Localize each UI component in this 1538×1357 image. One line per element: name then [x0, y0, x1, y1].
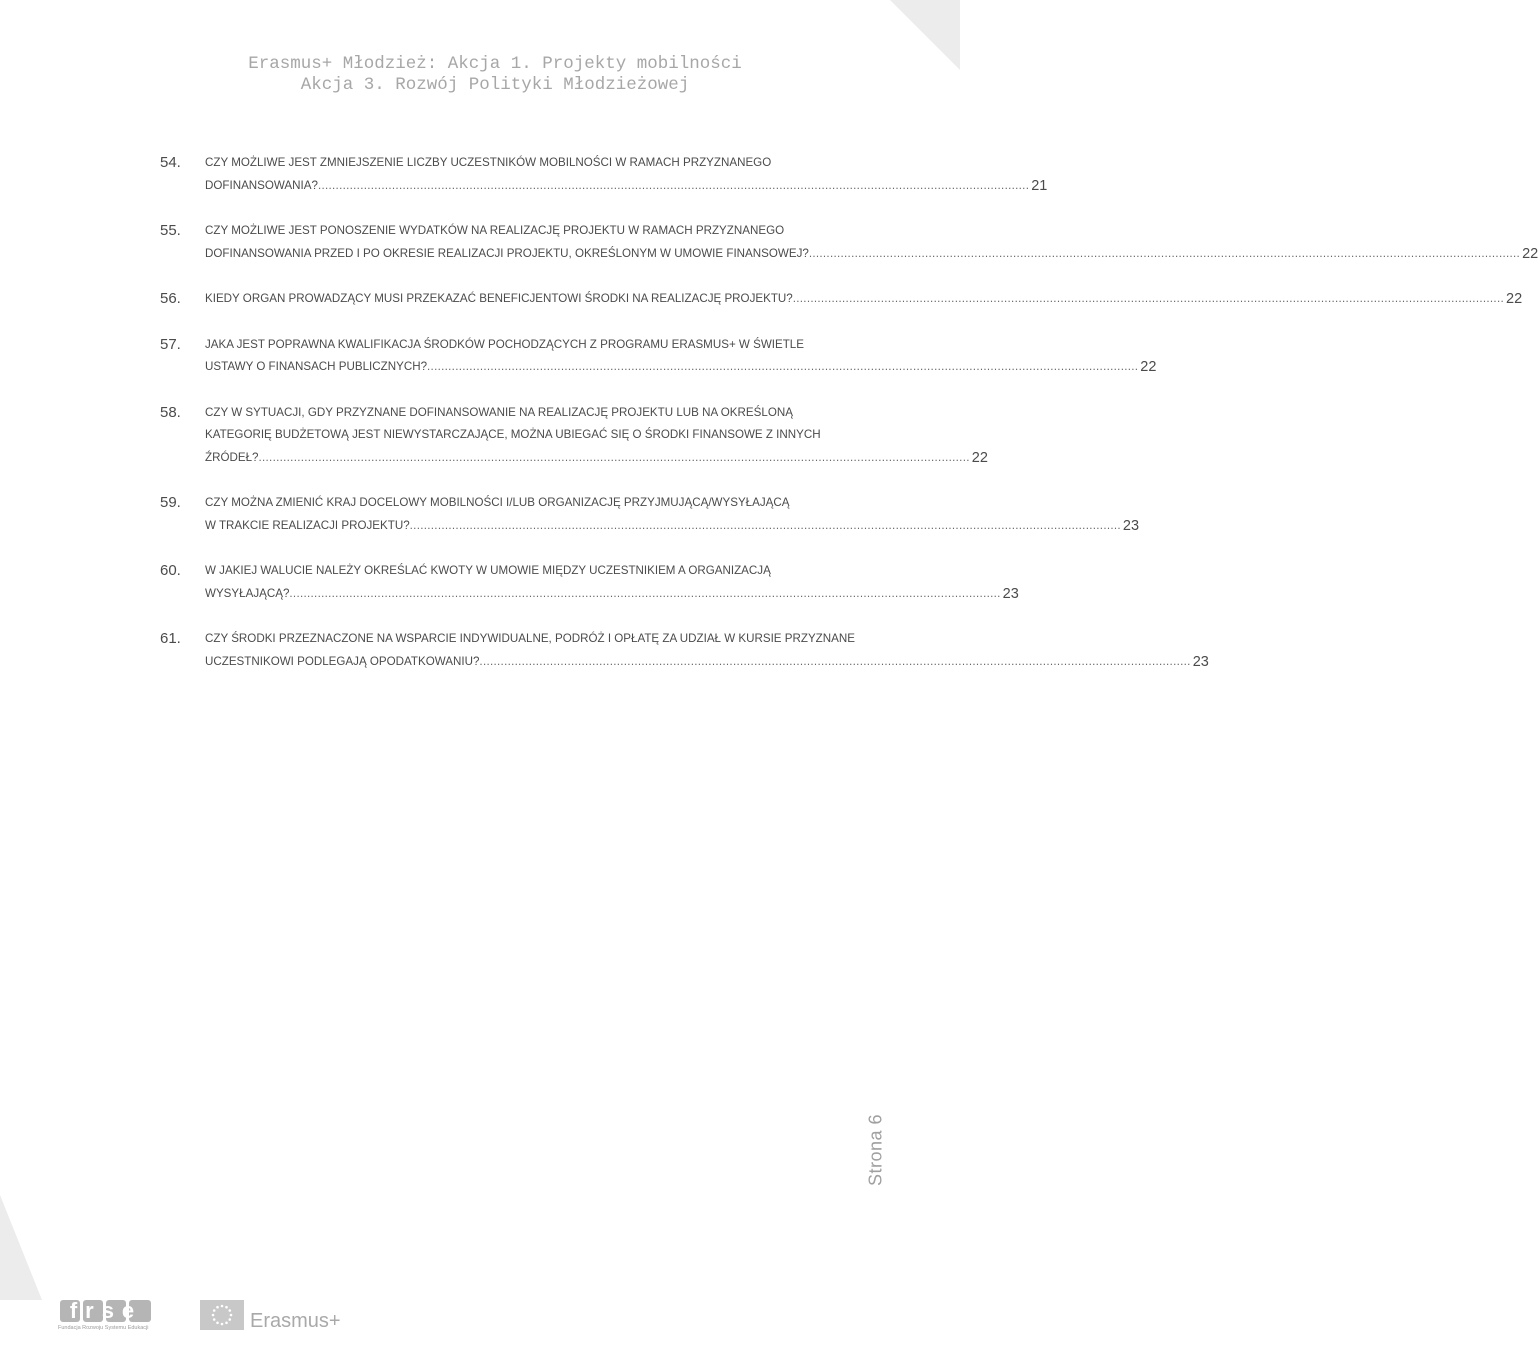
toc-entry-page-number: 22 [1506, 291, 1523, 307]
toc-leader-dots: .......................................................................................................................................................................................................... [289, 586, 1001, 600]
toc-entry-number: 61. [160, 630, 181, 647]
toc-entry-page-number: 21 [1031, 177, 1048, 194]
toc-entry-title-text: KIEDY ORGAN PROWADZĄCY MUSI PRZEKAZAĆ BENEFICJENTOWI ŚRODKI NA REALIZACJĘ PROJEKTU? [205, 292, 793, 305]
toc-entry-title-text: W TRAKCIE REALIZACJI PROJEKTU? [205, 518, 410, 532]
toc-entry-title-line [205, 515, 1140, 538]
toc-entry[interactable] [160, 560, 1019, 605]
frse-logo-mark [58, 1296, 154, 1324]
toc-entry-title-line [205, 447, 988, 470]
toc-leader-dots: .......................................................................................................................................................................................................... [258, 450, 970, 464]
toc-entry-number: 59. [160, 494, 181, 511]
toc-entry-title-line [205, 651, 1209, 674]
toc-entry-title-line [205, 175, 1048, 198]
toc-leader-dots: .......................................................................................................................................................................................................... [409, 518, 1121, 532]
toc-entry-number: 60. [160, 562, 181, 579]
toc-entry-number: 55. [160, 222, 181, 239]
page-header [0, 54, 960, 96]
page-number-label: Strona 6 [865, 1113, 886, 1187]
header-line-1: Erasmus+ Młodzież: Akcja 1. Projekty mobilności [248, 54, 742, 74]
toc-entry[interactable] [160, 334, 1157, 379]
toc-entry-page-number: 23 [1122, 517, 1140, 534]
toc-entry-title-line [205, 288, 1523, 311]
toc-entry-number: 54. [160, 154, 181, 171]
toc-entry-title-line: JAKA JEST POPRAWNA KWALIFIKACJA ŚRODKÓW POCHODZĄCYCH Z PROGRAMU ERASMUS+ W ŚWIETLE [205, 337, 804, 351]
toc-entry-page-number: 22 [1522, 245, 1538, 262]
toc-entry-number: 56. [160, 290, 181, 307]
toc-entry-title-text: UCZESTNIKOWI PODLEGAJĄ OPODATKOWANIU? [205, 654, 480, 668]
toc-leader-dots: .......................................................................................................................................................................................................... [808, 246, 1521, 260]
erasmus-plus-text: Erasmus+ [250, 1310, 341, 1332]
toc-entry-title-text: ŹRÓDEŁ? [205, 450, 259, 464]
toc-entry-title-line: CZY MOŻLIWE JEST ZMNIEJSZENIE LICZBY UCZESTNIKÓW MOBILNOŚCI W RAMACH PRZYZNANEGO [205, 156, 772, 169]
toc-entry[interactable] [160, 288, 1523, 311]
eu-flag-icon [200, 1300, 244, 1330]
frse-logo-text: frse [69, 1298, 143, 1323]
toc-entry-title-line: KATEGORIĘ BUDŻETOWĄ JEST NIEWYSTARCZAJĄCE, MOŻNA UBIEGAĆ SIĘ O ŚRODKI FINANSOWE Z INNYCH [205, 428, 821, 441]
toc-entry[interactable] [160, 628, 1209, 673]
toc-entry-title-line: W JAKIEJ WALUCIE NALEŻY OKREŚLAĆ KWOTY W UMOWIE MIĘDZY UCZESTNIKIEM A ORGANIZACJĄ [205, 564, 771, 577]
toc-entry-number: 58. [160, 403, 181, 421]
table-of-contents [160, 152, 1538, 696]
toc-leader-dots: .......................................................................................................................................................................................................... [792, 292, 1504, 305]
toc-leader-dots: .......................................................................................................................................................................................................... [479, 654, 1191, 668]
erasmus-plus-logo [200, 1296, 341, 1333]
toc-leader-dots: .......................................................................................................................................................................................................... [317, 178, 1030, 192]
toc-entry-title-line: CZY MOŻNA ZMIENIĆ KRAJ DOCELOWY MOBILNOŚCI I/LUB ORGANIZACJĘ PRZYJMUJĄCĄ/WYSYŁAJĄCĄ [205, 496, 790, 509]
toc-entry[interactable] [160, 402, 988, 470]
toc-entry-page-number: 23 [1002, 585, 1019, 602]
toc-entry-title-text: USTAWY O FINANSACH PUBLICZNYCH? [205, 360, 428, 373]
toc-entry-page-number: 22 [1140, 359, 1157, 375]
toc-leader-dots: .......................................................................................................................................................................................................... [427, 360, 1139, 373]
header-line-2: Akcja 3. Rozwój Polityki Młodzieżowej [300, 75, 690, 95]
toc-entry[interactable] [160, 152, 1048, 197]
toc-entry-title-text: DOFINANSOWANIA? [205, 178, 318, 192]
toc-entry-title-line [205, 356, 1157, 379]
toc-entry-page-number: 22 [971, 449, 988, 466]
toc-entry-title-line: CZY W SYTUACJI, GDY PRZYZNANE DOFINANSOWANIE NA REALIZACJĘ PROJEKTU LUB NA OKREŚLONĄ [205, 405, 793, 419]
toc-entry[interactable] [160, 492, 1140, 537]
frse-logo [58, 1296, 158, 1336]
toc-entry-title-line [205, 583, 1019, 606]
toc-entry-title-text: DOFINANSOWANIA PRZED I PO OKRESIE REALIZACJI PROJEKTU, OKREŚLONYM W UMOWIE FINANSOWEJ? [205, 246, 809, 260]
toc-entry-title-line [205, 243, 1538, 266]
toc-entry-page-number: 23 [1192, 653, 1209, 670]
toc-entry-title-text: WYSYŁAJĄCĄ? [205, 586, 290, 600]
toc-entry-title-line: CZY MOŻLIWE JEST PONOSZENIE WYDATKÓW NA REALIZACJĘ PROJEKTU W RAMACH PRZYZNANEGO [205, 224, 785, 237]
corner-decoration-bottom [0, 1195, 42, 1300]
toc-entry-number: 57. [160, 335, 181, 353]
frse-logo-subtitle: Fundacja Rozwoju Systemu Edukacji [58, 1325, 149, 1331]
toc-entry-title-line: CZY ŚRODKI PRZEZNACZONE NA WSPARCIE INDYWIDUALNE, PODRÓŻ I OPŁATĘ ZA UDZIAŁ W KURSIE PRZYZNANE [205, 632, 855, 645]
toc-entry[interactable] [160, 220, 1538, 265]
